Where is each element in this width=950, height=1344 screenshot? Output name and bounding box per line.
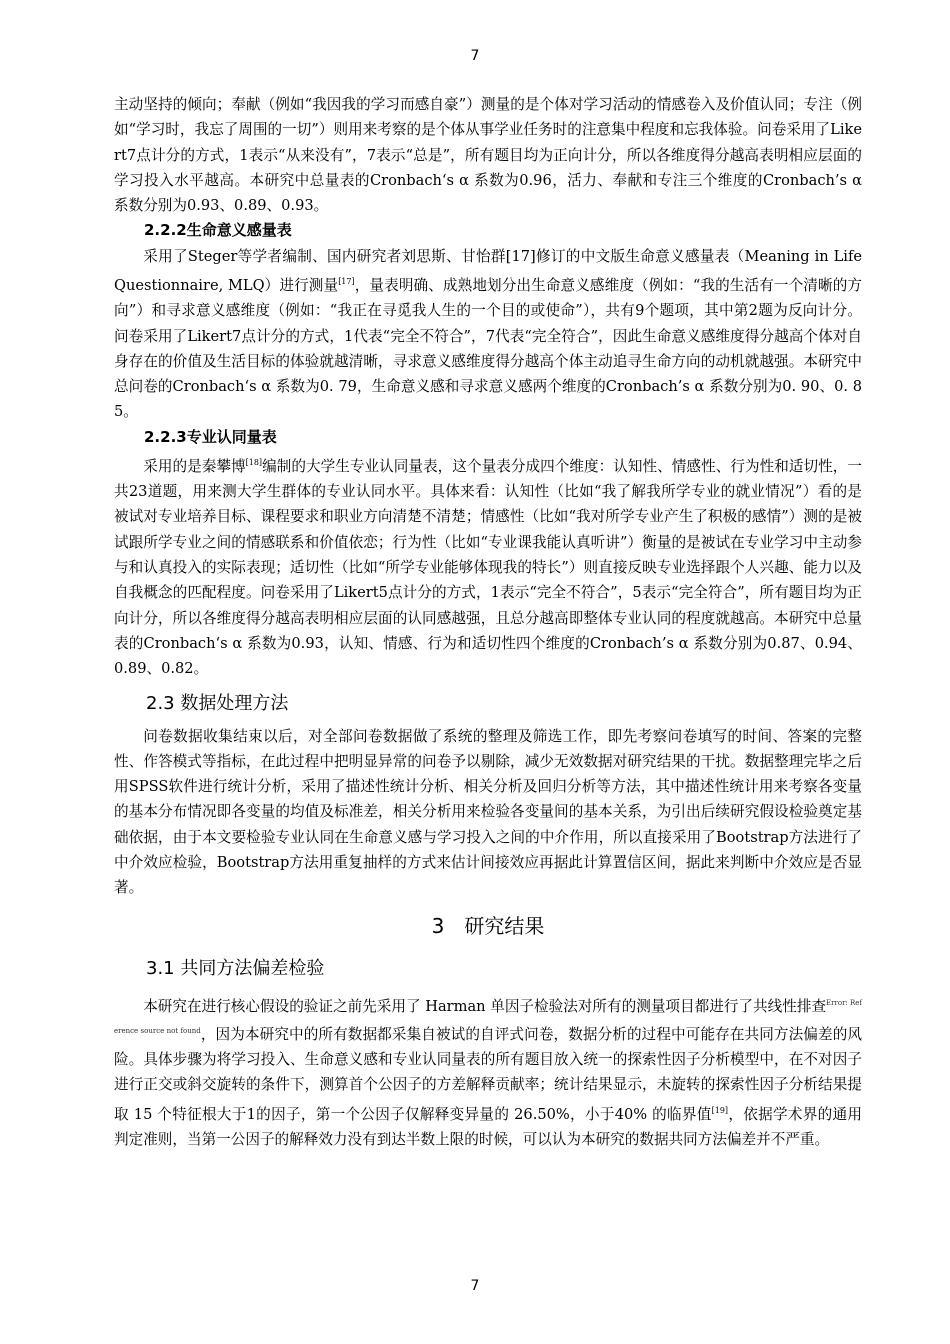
paragraph-learning-engagement: 主动坚持的倾向；奉献（例如“我因我的学习而感自豪”）测量的是个体对学习活动的情感卷入及价值认同；专注（例如“学习时，我忘了周围的一切”）则用来考察的是个体从事学业任务时的注意集中程度和忘我体验。问卷采用了Likert7点计分的方式，1表示“从来没有”，7表示“总是”，所有题目均为正向计分，所以各维度得分越高表明相应层面的学习投入水平越高。本研究中总量表的Cronbach‘s α 系数为0.96，活力、奉献和专注三个维度的Cronbach’s α 系数分别为0.93、0.89、0.93。 <box>114 96 862 215</box>
paragraph-professional-identity <box>114 450 862 682</box>
heading-2-3: 2.3 数据处理方法 <box>146 692 289 714</box>
heading-3-1: 3.1 共同方法偏差检验 <box>146 957 325 979</box>
paragraph-text: ，因为本研究中的所有数据都采集自被试的自评式问卷，数据分析的过程中可能存在共同方法偏差的风险。具体步骤为将学习投入、生命意义感和专业认同量表的所有题目放入统一的探索性因子分析模型中，在不对因子进行正交或斜交旋转的条件下，测算首个公因子的方差解释贡献率；统计结果显示，未旋转的探索性因子分析结果提取 15 个特征根大于1的因子，第一个公因子仅解释变异量的 26.50%，小于40% 的临界值 <box>114 1025 862 1123</box>
paragraph-text: 本研究在进行核心假设的验证之前先采用了 Harman 单因子检验法对所有的测量项目都进行了共线性排查 <box>143 997 827 1015</box>
heading-3: 3 研究结果 <box>431 913 545 938</box>
heading-2-2-3: 2.2.3专业认同量表 <box>144 427 277 446</box>
page-number-bottom: 7 <box>470 1278 480 1294</box>
citation: [19] <box>711 1105 729 1115</box>
reference-error: Error: Reference source not found <box>114 998 863 1035</box>
page-body <box>114 92 862 1152</box>
paragraph-text: ，量表明确、成熟地划分出生命意义感维度（例如：“我的生活有一个清晰的方向”）和寻求意义感维度（例如：“我正在寻觅我人生的一个目的或使命”），共有9个题项，其中第2题为反向计分。问卷采用了Likert7点计分的方式，1代表“完全不符合”，7代表“完全符合”，因此生命意义感维度得分越高个体对自身存在的价值及生活目标的体验就越清晰，寻求意义感维度得分越高个体主动追寻生命方向的动机就越强。本研究中总问卷的Cronbach‘s α 系数为0. 79，生命意义感和寻求意义感两个维度的Cronbach’s α 系数分别为0. 90、0. 85。 <box>114 276 862 421</box>
page-number-top: 7 <box>470 48 480 64</box>
heading-2-2-2: 2.2.2生命意义感量表 <box>144 221 292 240</box>
paragraph-text: ，依据学术界的通用判定准则，当第一公因子的解释效力没有到达半数上限的时候，可以认为本研究的数据共同方法偏差并不严重。 <box>114 1105 862 1148</box>
paragraph-text: 采用的是秦攀博 <box>143 457 246 475</box>
paragraph-text: 编制的大学生专业认同量表，这个量表分成四个维度：认知性、情感性、行为性和适切性，一共23道题，用来测大学生群体的专业认同水平。具体来看：认知性（比如“我了解我所学专业的就业情况”）看的是被试对专业培养目标、课程要求和职业方向清楚不清楚；情感性（比如“我对所学专业产生了积极的感情”）测的是被试跟所学专业之间的情感联系和价值依恋；行为性（比如“专业课我能认真听讲”）衡量的是被试在专业学习中主动参与和认真投入的实际表现；适切性（比如“所学专业能够体现我的特长”）则直接反映专业选择跟个人兴趣、能力以及自我概念的匹配程度。问卷采用了Likert5点计分的方式，1表示“完全不符合”，5表示“完全符合”，所有题目均为正向计分，所以各维度得分越高表明相应层面的认同感越强，且总分越高即整体专业认同的程度就越高。本研究中总量表的Cronbach‘s α 系数为0.93，认知、情感、行为和适切性四个维度的Cronbach’s α 系数分别为0.87、0.94、0.89、0.82。 <box>114 457 862 678</box>
paragraph-text: 采用了Steger等学者编制、国内研究者刘思斯、甘怡群[17]修订的中文版生命意义感量表（Meaning in Life Questionnaire, MLQ）进行测量 <box>114 247 862 294</box>
citation: [17] <box>338 277 355 287</box>
paragraph-common-method-bias <box>114 991 862 1152</box>
citation: [18] <box>245 458 263 468</box>
paragraph-data-processing: 问卷数据收集结束以后，对全部问卷数据做了系统的整理及筛选工作，即先考察问卷填写的时间、答案的完整性、作答模式等指标，在此过程中把明显异常的问卷予以剔除，减少无效数据对研究结果的干扰。数据整理完毕之后用SPSS软件进行统计分析，采用了描述性统计分析、相关分析及回归分析等方法，其中描述性统计用来考察各变量的基本分布情况即各变量的均值及标准差，相关分析用来检验各变量间的基本关系，为引出后续研究假设检验奠定基础依据，由于本文要检验专业认同在生命意义感与学习投入之间的中介作用，所以直接采用了Bootstrap方法进行了中介效应检验，Bootstrap方法用重复抽样的方式来估计间接效应再据此计算置信区间，据此来判断中介效应是否显著。 <box>114 727 862 897</box>
paragraph-meaning-in-life <box>114 244 862 425</box>
